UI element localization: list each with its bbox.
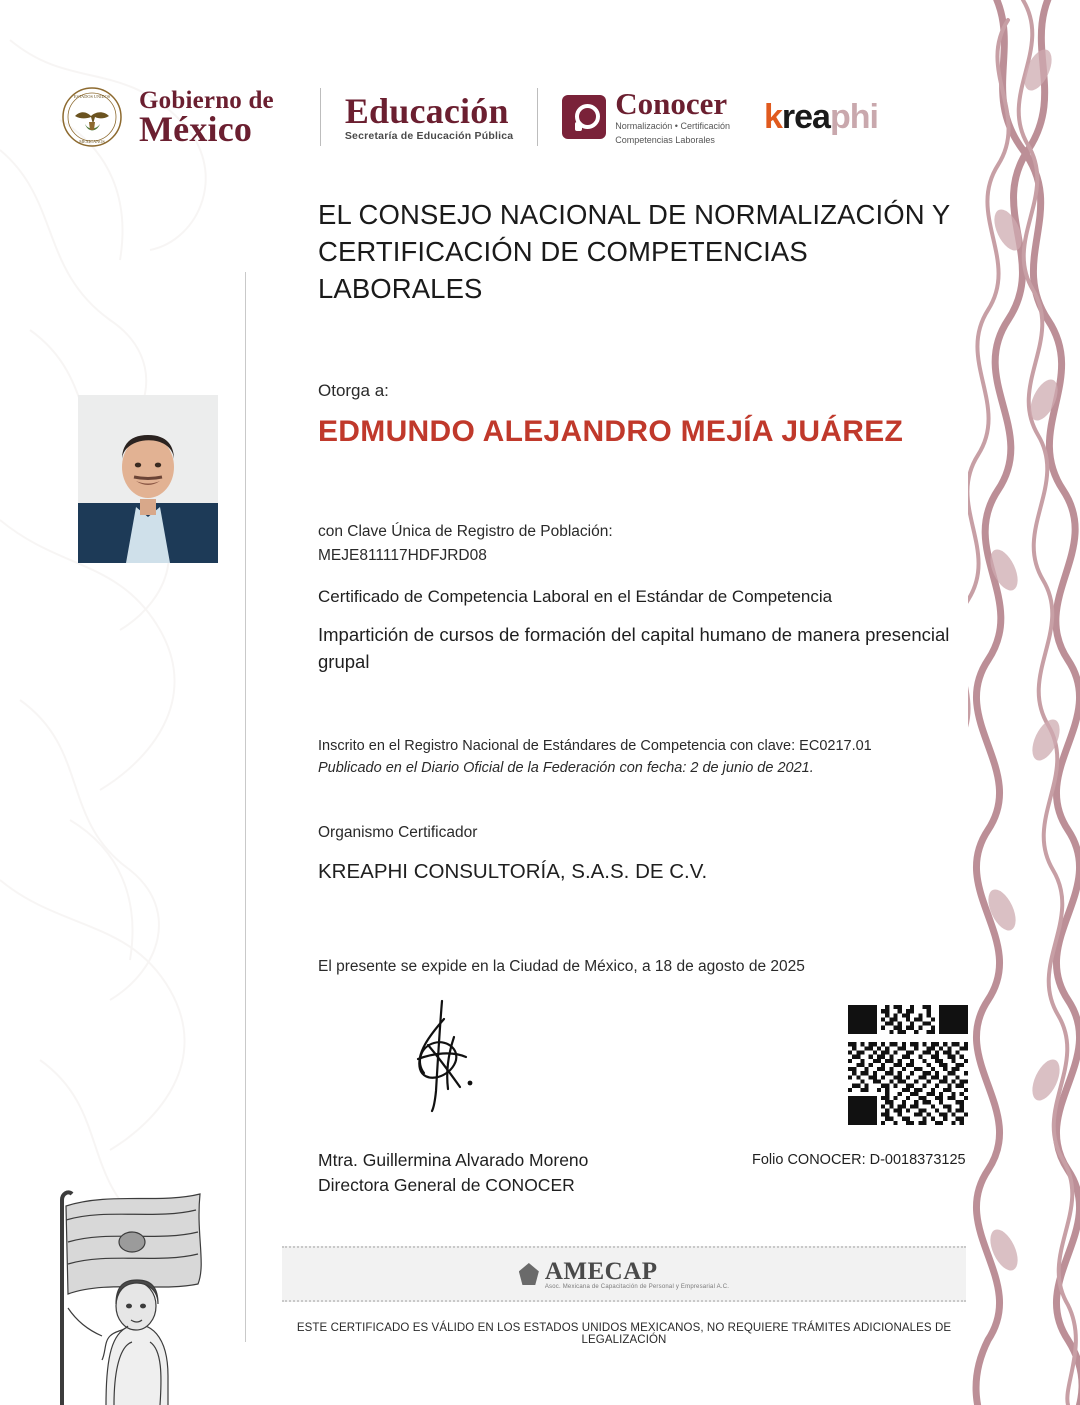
kreaphi-phi: phi bbox=[829, 97, 878, 136]
conocer-sub-line1: Normalización • Certificación bbox=[615, 121, 730, 132]
conocer-mark-icon bbox=[562, 95, 606, 139]
holder-photo bbox=[78, 395, 218, 563]
registro-line: Inscrito en el Registro Nacional de Estándares de Competencia con clave: EC0217.01 bbox=[318, 737, 872, 754]
conocer-name: Conocer bbox=[615, 86, 728, 122]
signature-mark bbox=[390, 995, 510, 1115]
organismo-label: Organismo Certificador bbox=[318, 823, 478, 841]
legal-note: ESTE CERTIFICADO ES VÁLIDO EN LOS ESTADOS UNIDOS MEXICANOS, NO REQUIERE TRÁMITES ADICIONALES DE LEGALIZACIÓN bbox=[296, 1322, 952, 1346]
conocer-sub-line2: Competencias Laborales bbox=[615, 134, 715, 145]
gob-title-line2: México bbox=[139, 108, 253, 149]
header-logos bbox=[55, 78, 955, 156]
expedition-line: El presente se expide en la Ciudad de México, a 18 de agosto de 2025 bbox=[318, 957, 805, 975]
logo-separator-2 bbox=[537, 88, 538, 146]
amecap-logo bbox=[519, 1259, 729, 1290]
standard-name: Impartición de cursos de formación del capital humano de manera presencial grupal bbox=[318, 624, 950, 672]
amecap-band bbox=[282, 1246, 966, 1302]
curp-value: MEJE811117HDFJRD08 bbox=[318, 547, 487, 565]
page-title: EL CONSEJO NACIONAL DE NORMALIZACIÓN Y CERTIFICACIÓN DE COMPETENCIAS LABORALES bbox=[318, 199, 950, 305]
svg-text:MEXICANOS: MEXICANOS bbox=[79, 139, 105, 144]
amecap-subtitle: Asoc. Mexicana de Capacitación de Personal y Empresarial A.C. bbox=[544, 1283, 730, 1290]
educacion-title: Educación bbox=[344, 90, 509, 131]
flag-illustration bbox=[10, 1180, 242, 1405]
signer-title: Directora General de CONOCER bbox=[318, 1175, 575, 1196]
certificate-line: Certificado de Competencia Laboral en el Estándar de Competencia bbox=[318, 587, 833, 607]
curp-label: con Clave Única de Registro de Población: bbox=[318, 523, 613, 541]
educacion-subtitle: Secretaría de Educación Pública bbox=[344, 129, 514, 142]
kreaphi-rest: rea bbox=[781, 97, 830, 136]
holder-name: EDMUNDO ALEJANDRO MEJÍA JUÁREZ bbox=[318, 415, 904, 449]
gobierno-de-mexico-logo bbox=[55, 86, 296, 148]
decorative-border bbox=[968, 0, 1080, 1405]
logo-separator-1 bbox=[320, 88, 321, 146]
folio-number: Folio CONOCER: D-0018373125 bbox=[752, 1152, 966, 1168]
vertical-divider bbox=[245, 272, 246, 1342]
signer-block bbox=[318, 1148, 588, 1199]
certificate-body bbox=[318, 196, 968, 976]
organismo-name: KREAPHI CONSULTORÍA, S.A.S. DE C.V. bbox=[318, 859, 708, 883]
kreaphi-logo bbox=[764, 98, 878, 137]
qr-code[interactable] bbox=[848, 1005, 968, 1125]
svg-text:ESTADOS UNIDOS: ESTADOS UNIDOS bbox=[73, 94, 111, 99]
educacion-logo bbox=[344, 90, 514, 142]
eagle-seal-icon bbox=[55, 86, 129, 148]
otorga-label: Otorga a: bbox=[318, 381, 389, 401]
gob-title-line1: Gobierno de bbox=[139, 86, 274, 114]
conocer-logo bbox=[562, 88, 730, 146]
signer-name: Mtra. Guillermina Alvarado Moreno bbox=[318, 1150, 589, 1170]
kreaphi-k: k bbox=[763, 97, 782, 136]
amecap-mark-icon bbox=[519, 1263, 539, 1285]
amecap-name: AMECAP bbox=[544, 1257, 658, 1285]
publicado-line: Publicado en el Diario Oficial de la Federación con fecha: 2 de junio de 2021. bbox=[318, 759, 814, 776]
